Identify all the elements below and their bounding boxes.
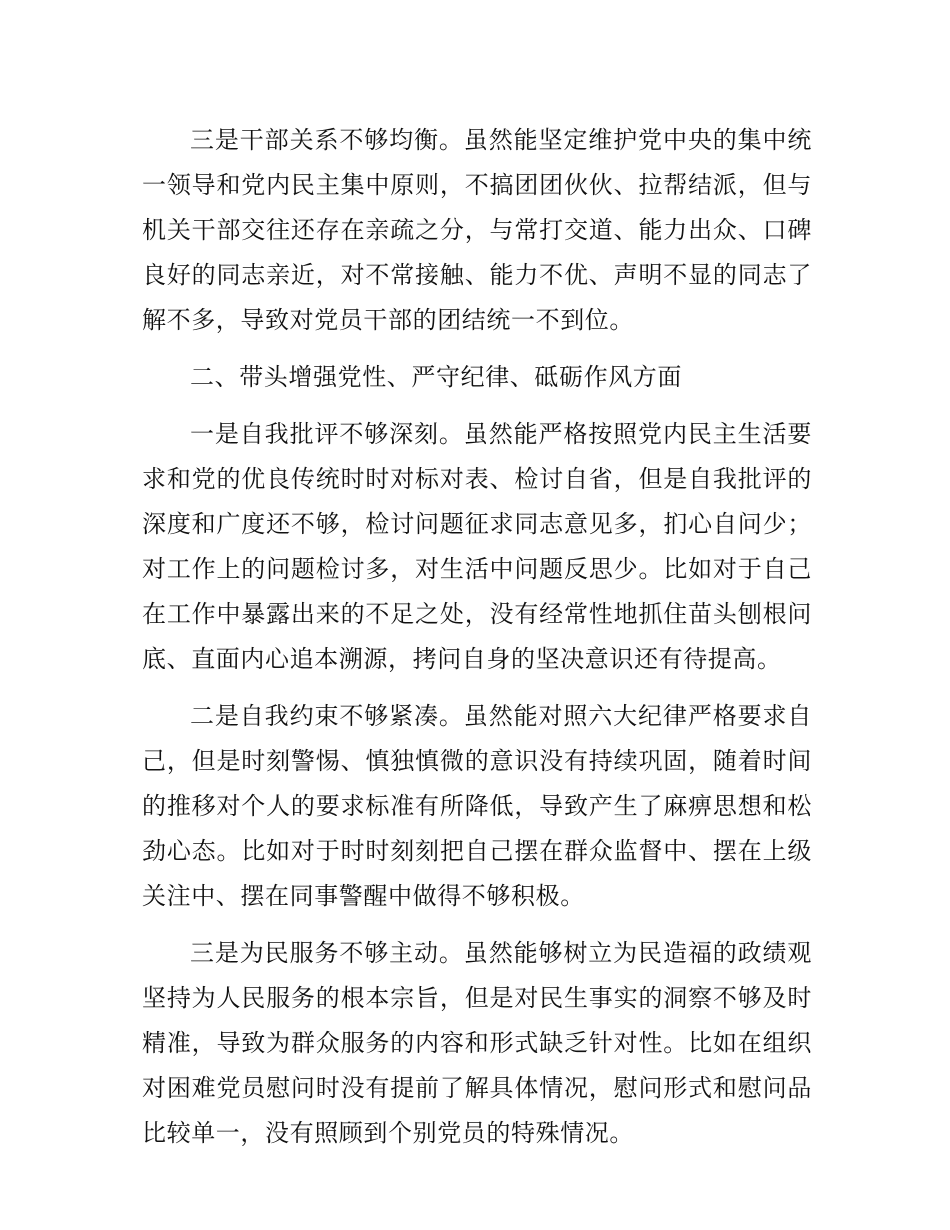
section-heading-party-spirit: 二、带头增强党性、严守纪律、砥砺作风方面: [190, 363, 682, 391]
paragraph-serving-people: 三是为民服务不够主动。虽然能够树立为民造福的政绩观坚持为人民服务的根本宗旨，但是对民生事实的洞察不够及时精准，导致为群众服务的内容和形式缺乏针对性。比如在组织对困难党员慰问时没有提前了解具体情况，慰问形式和慰问品比较单一，没有照顾到个别党员的特殊情况。: [142, 939, 812, 1147]
paragraph-self-discipline: 二是自我约束不够紧凑。虽然能对照六大纪律严格要求自己，但是时刻警惕、慎独慎微的意识没有持续巩固，随着时间的推移对个人的要求标准有所降低，导致产生了麻痹思想和松劲心态。比如对于时时刻刻把自己摆在群众监督中、摆在上级关注中、摆在同事警醒中做得不够积极。: [142, 702, 812, 910]
paragraph-self-criticism: 一是自我批评不够深刻。虽然能严格按照党内民主生活要求和党的优良传统时时对标对表、检讨自省，但是自我批评的深度和广度还不够，检讨问题征求同志意见多，扪心自问少；对工作上的问题检讨多，对生活中问题反思少。比如对于自己在工作中暴露出来的不足之处，没有经常性地抓住苗头刨根问底、直面内心追本溯源，拷问自身的坚决意识还有待提高。: [142, 420, 812, 673]
document-body: [142, 118, 812, 1168]
paragraph-cadre-relations: 三是干部关系不够均衡。虽然能坚定维护党中央的集中统一领导和党内民主集中原则，不搞团团伙伙、拉帮结派，但与机关干部交往还存在亲疏之分，与常打交道、能力出众、口碑良好的同志亲近，对不常接触、能力不优、声明不显的同志了解不多，导致对党员干部的团结统一不到位。: [142, 126, 812, 334]
